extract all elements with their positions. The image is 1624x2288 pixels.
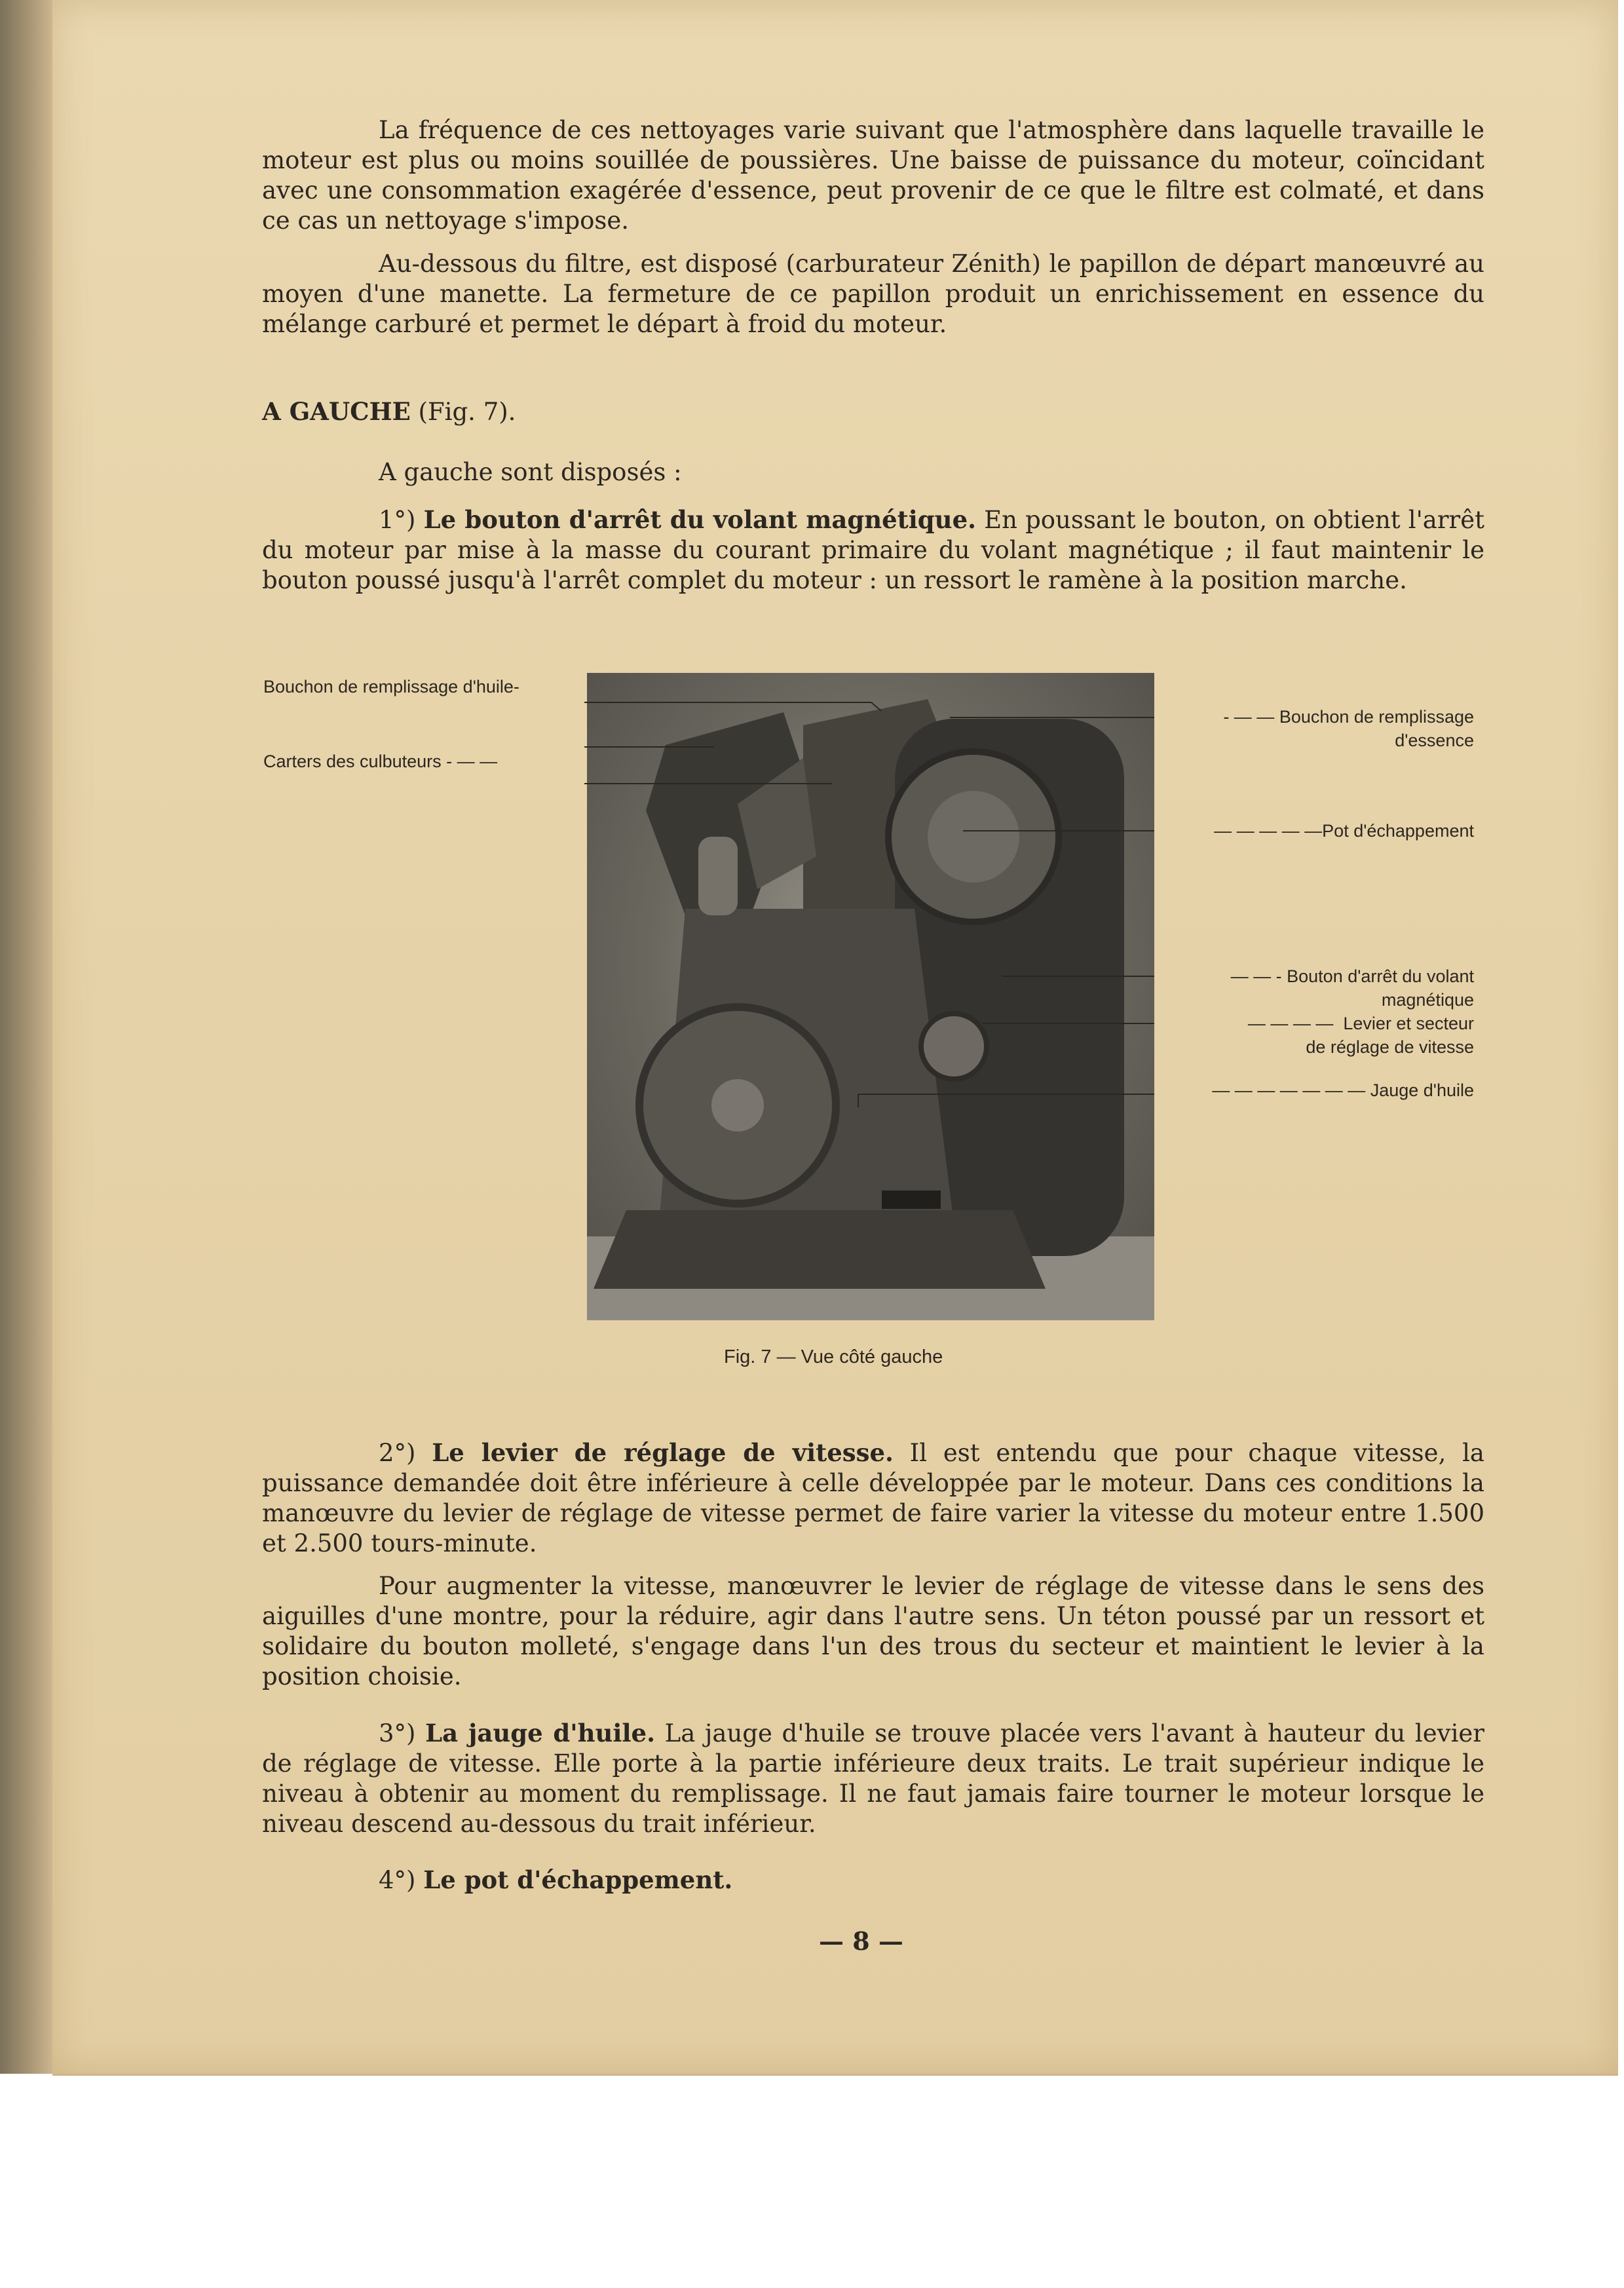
item-2-number: 2°)	[379, 1439, 432, 1467]
item-4-number: 4°)	[379, 1866, 424, 1894]
label-oil-fill-cap: Bouchon de remplissage d'huile-	[263, 677, 519, 696]
label-rocker-covers: Carters des culbuteurs - — —	[263, 752, 498, 771]
item-1-text: En poussant le bouton, on obtient l'arrêt du moteur par mise à la masse du courant primaire du volant magnétique ; il faut maintenir le bouton poussé jusqu'à l'arrêt complet du moteur : un ressort le ramène à la position marche.	[262, 506, 1484, 594]
item-2-title: Le levier de réglage de vitesse.	[432, 1438, 894, 1467]
paragraph-item-4	[262, 1865, 1484, 1896]
heading-rest: (Fig. 7).	[410, 398, 516, 426]
label-exhaust: — — — — —Pot d'échappement	[1214, 821, 1474, 841]
item-3-number: 3°)	[379, 1719, 426, 1747]
label-speed-lever: — — — — Levier et secteur de réglage de vitesse	[1247, 1014, 1474, 1057]
item-3-text: La jauge d'huile se trouve placée vers l'avant à hauteur du levier de réglage de vitesse. Elle porte à la partie inférieure deux traits. Le trait supérieur indique le niveau à obtenir au moment du remplissage. Il ne faut jamais faire tourner le moteur lorsque le niveau descend au-dessous du trait inférieur.	[262, 1719, 1484, 1838]
paragraph-speed-adjust: Pour augmenter la vitesse, manœuvrer le levier de réglage de vitesse dans le sens des aiguilles d'une montre, pour la réduire, agir dans l'autre sens. Un téton poussé par un ressort et solidaire du bouton molleté, s'engage dans l'un des trous du secteur et maintient le levier à la position choisie.	[262, 1572, 1484, 1690]
item-3-title: La jauge d'huile.	[425, 1719, 655, 1747]
paragraph-item-3	[262, 1718, 1484, 1839]
item-1-title: Le bouton d'arrêt du volant magnétique.	[423, 505, 976, 534]
paragraph-intro-left: A gauche sont disposés :	[379, 458, 682, 486]
label-fuel-fill-cap: - — — Bouchon de remplissage d'essence	[1223, 707, 1474, 750]
paragraph-starter-choke: Au-dessous du filtre, est disposé (carburateur Zénith) le papillon de départ manœuvré au moyen d'une manette. La fermeture de ce papillon produit un enrichissement en essence du mélange carburé et permet le départ à froid du moteur.	[262, 250, 1484, 338]
item-4-title: Le pot d'échappement.	[423, 1865, 733, 1894]
item-1-number: 1°)	[379, 506, 424, 534]
heading-bold: A GAUCHE	[262, 397, 411, 426]
label-stop-button: — — - Bouton d'arrêt du volant magnétique	[1230, 966, 1474, 1010]
label-dipstick: — — — — — — — Jauge d'huile	[1212, 1080, 1474, 1100]
item-2-text: Il est entendu que pour chaque vitesse, la puissance demandée doit être inférieure à celle développée par le moteur. Dans ces conditions la manœuvre du levier de réglage de vitesse permet de faire varier la vitesse du moteur entre 1.500 et 2.500 tours-minute.	[262, 1439, 1484, 1557]
page-number: — 8 —	[819, 1926, 903, 1956]
paragraph-item-2	[262, 1438, 1484, 1559]
paragraph-filter-cleaning: La fréquence de ces nettoyages varie suivant que l'atmosphère dans laquelle travaille le moteur est plus ou moins souillée de poussières. Une baisse de puissance du moteur, coïncidant avec une consommation exagérée d'essence, peut provenir de ce que le filtre est colmaté, et dans ce cas un nettoyage s'impose.	[262, 116, 1484, 235]
figure-caption: Fig. 7 — Vue côté gauche	[724, 1346, 943, 1367]
